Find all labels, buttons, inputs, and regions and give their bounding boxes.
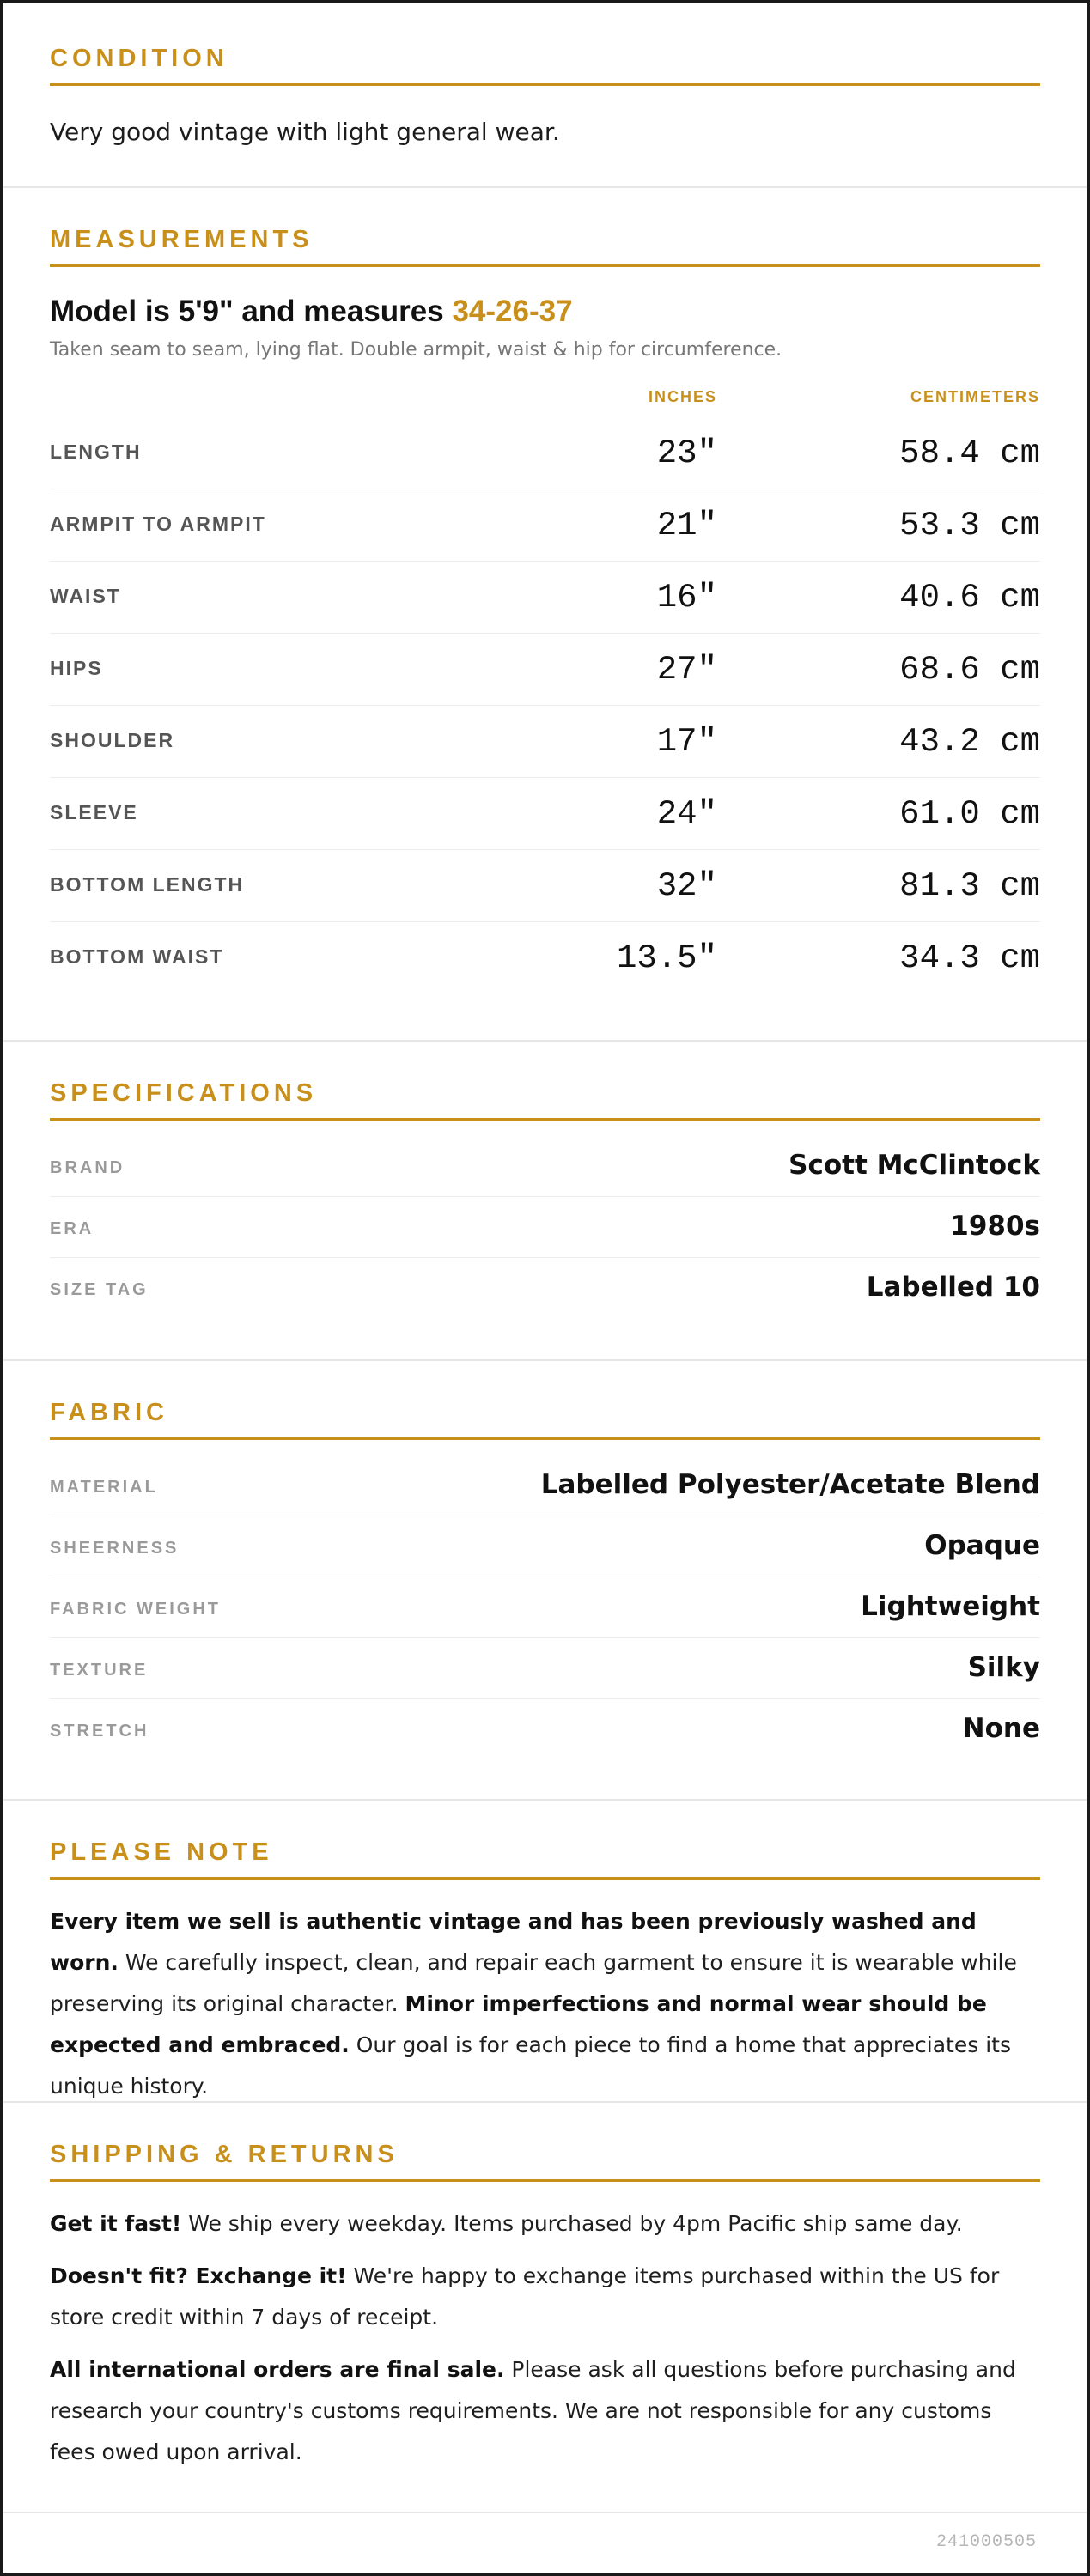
- specifications-section: [3, 1042, 1087, 1361]
- measurement-label: BOTTOM LENGTH: [50, 873, 245, 896]
- measurement-row: [50, 562, 1040, 634]
- measurement-row: [50, 706, 1040, 778]
- please-note-section: [3, 1801, 1087, 2103]
- fabric-row: [50, 1455, 1040, 1516]
- measurement-label: BOTTOM WAIST: [50, 945, 224, 968]
- fabric-value: Opaque: [924, 1530, 1040, 1561]
- note-bold-2: Minor imperfections and normal wear should be expected and embraced.: [50, 1991, 987, 2057]
- measurement-cm: 43.2 cm: [899, 723, 1040, 761]
- please-note-heading: PLEASE NOTE: [50, 1838, 1040, 1880]
- spec-value: 1980s: [950, 1211, 1040, 1242]
- condition-heading: CONDITION: [50, 45, 1040, 86]
- measurements-section: [3, 188, 1087, 1042]
- measurement-inches: 16": [656, 579, 717, 617]
- fabric-row: [50, 1699, 1040, 1760]
- measurement-row: [50, 778, 1040, 850]
- condition-section: [3, 3, 1087, 188]
- measurement-row: [50, 922, 1040, 994]
- fabric-value: Silky: [967, 1652, 1040, 1683]
- measurement-cm: 34.3 cm: [899, 939, 1040, 977]
- fabric-row: [50, 1577, 1040, 1638]
- measurement-cm: 68.6 cm: [899, 651, 1040, 689]
- spec-label: SIZE TAG: [50, 1280, 149, 1299]
- measurement-inches: 32": [656, 867, 717, 905]
- shipping-paragraph-3: [50, 2349, 1040, 2473]
- shipping-text-2: We're happy to exchange items purchased within the US for store credit within 7 days of receipt.: [50, 2263, 1000, 2330]
- measurement-row: [50, 634, 1040, 706]
- shipping-bold-1: Get it fast!: [50, 2211, 182, 2236]
- spec-label: BRAND: [50, 1158, 125, 1177]
- product-code: 241000505: [935, 2532, 1037, 2552]
- shipping-paragraph-2: [50, 2256, 1040, 2338]
- model-prefix: Model is 5'9" and measures: [50, 295, 453, 328]
- measurement-cm: 58.4 cm: [899, 434, 1040, 472]
- condition-text: Very good vintage with light general wear.: [50, 118, 560, 146]
- fabric-value: Lightweight: [861, 1591, 1040, 1622]
- fabric-label: MATERIAL: [50, 1478, 158, 1497]
- fabric-label: SHEERNESS: [50, 1539, 180, 1558]
- spec-row: [50, 1258, 1040, 1319]
- fabric-row: [50, 1516, 1040, 1577]
- note-text-1: We carefully inspect, clean, and repair each garment to ensure it is wearable while preserving its original character.: [50, 1950, 1017, 2016]
- measurement-label: SLEEVE: [50, 801, 138, 823]
- inches-column-header: INCHES: [648, 388, 717, 405]
- fabric-label: STRETCH: [50, 1722, 149, 1741]
- measurement-inches: 27": [656, 651, 717, 689]
- note-text-2: Our goal is for each piece to find a home that appreciates its unique history.: [50, 2032, 1011, 2099]
- fabric-value: None: [962, 1713, 1040, 1744]
- measurement-label: WAIST: [50, 585, 121, 607]
- shipping-returns-section: [3, 2103, 1087, 2513]
- specifications-list: [50, 1136, 1040, 1319]
- measurement-label: HIPS: [50, 657, 103, 679]
- spec-row: [50, 1197, 1040, 1258]
- fabric-label: FABRIC WEIGHT: [50, 1600, 221, 1619]
- model-measures-value: 34-26-37: [452, 295, 573, 328]
- measurement-row: [50, 850, 1040, 922]
- centimeters-column-header: CENTIMETERS: [910, 388, 1040, 405]
- note-bold-1: Every item we sell is authentic vintage and has been previously washed and worn.: [50, 1909, 977, 1975]
- measurement-cm: 81.3 cm: [899, 867, 1040, 905]
- measurement-note: Taken seam to seam, lying flat. Double armpit, waist & hip for circumference.: [50, 339, 782, 361]
- fabric-list: [50, 1455, 1040, 1760]
- shipping-bold-3: All international orders are final sale.: [50, 2357, 505, 2382]
- fabric-section: [3, 1361, 1087, 1801]
- measurement-table: [50, 417, 1040, 994]
- shipping-text-3: Please ask all questions before purchasing and research your country's customs requirements. We are not responsible for any customs fees owed upon arrival.: [50, 2357, 1016, 2464]
- measurement-column-headers: [50, 388, 1040, 407]
- measurement-row: [50, 417, 1040, 489]
- measurement-inches: 24": [656, 795, 717, 833]
- model-measures-line: [50, 295, 1040, 329]
- measurements-heading: MEASUREMENTS: [50, 226, 1040, 267]
- measurement-cm: 40.6 cm: [899, 579, 1040, 617]
- please-note-text: [50, 1901, 1040, 2107]
- measurement-row: [50, 489, 1040, 562]
- measurement-inches: 23": [656, 434, 717, 472]
- measurement-label: SHOULDER: [50, 729, 175, 751]
- measurement-cm: 53.3 cm: [899, 507, 1040, 544]
- shipping-paragraph-1: [50, 2203, 1040, 2245]
- spec-label: ERA: [50, 1219, 94, 1238]
- fabric-heading: FABRIC: [50, 1399, 1040, 1440]
- fabric-value: Labelled Polyester/Acetate Blend: [540, 1469, 1040, 1500]
- fabric-label: TEXTURE: [50, 1661, 149, 1680]
- measurement-label: LENGTH: [50, 440, 142, 463]
- shipping-returns-heading: SHIPPING & RETURNS: [50, 2141, 1040, 2182]
- spec-row: [50, 1136, 1040, 1197]
- measurement-inches: 21": [656, 507, 717, 544]
- measurement-label: ARMPIT TO ARMPIT: [50, 513, 266, 535]
- spec-value: Labelled 10: [866, 1272, 1040, 1303]
- measurement-cm: 61.0 cm: [899, 795, 1040, 833]
- fabric-row: [50, 1638, 1040, 1699]
- specifications-heading: SPECIFICATIONS: [50, 1079, 1040, 1121]
- measurement-inches: 17": [656, 723, 717, 761]
- shipping-bold-2: Doesn't fit? Exchange it!: [50, 2263, 347, 2288]
- measurement-inches: 13.5": [616, 939, 717, 977]
- spec-value: Scott McClintock: [789, 1150, 1040, 1181]
- shipping-text-1: We ship every weekday. Items purchased by 4pm Pacific ship same day.: [181, 2211, 963, 2236]
